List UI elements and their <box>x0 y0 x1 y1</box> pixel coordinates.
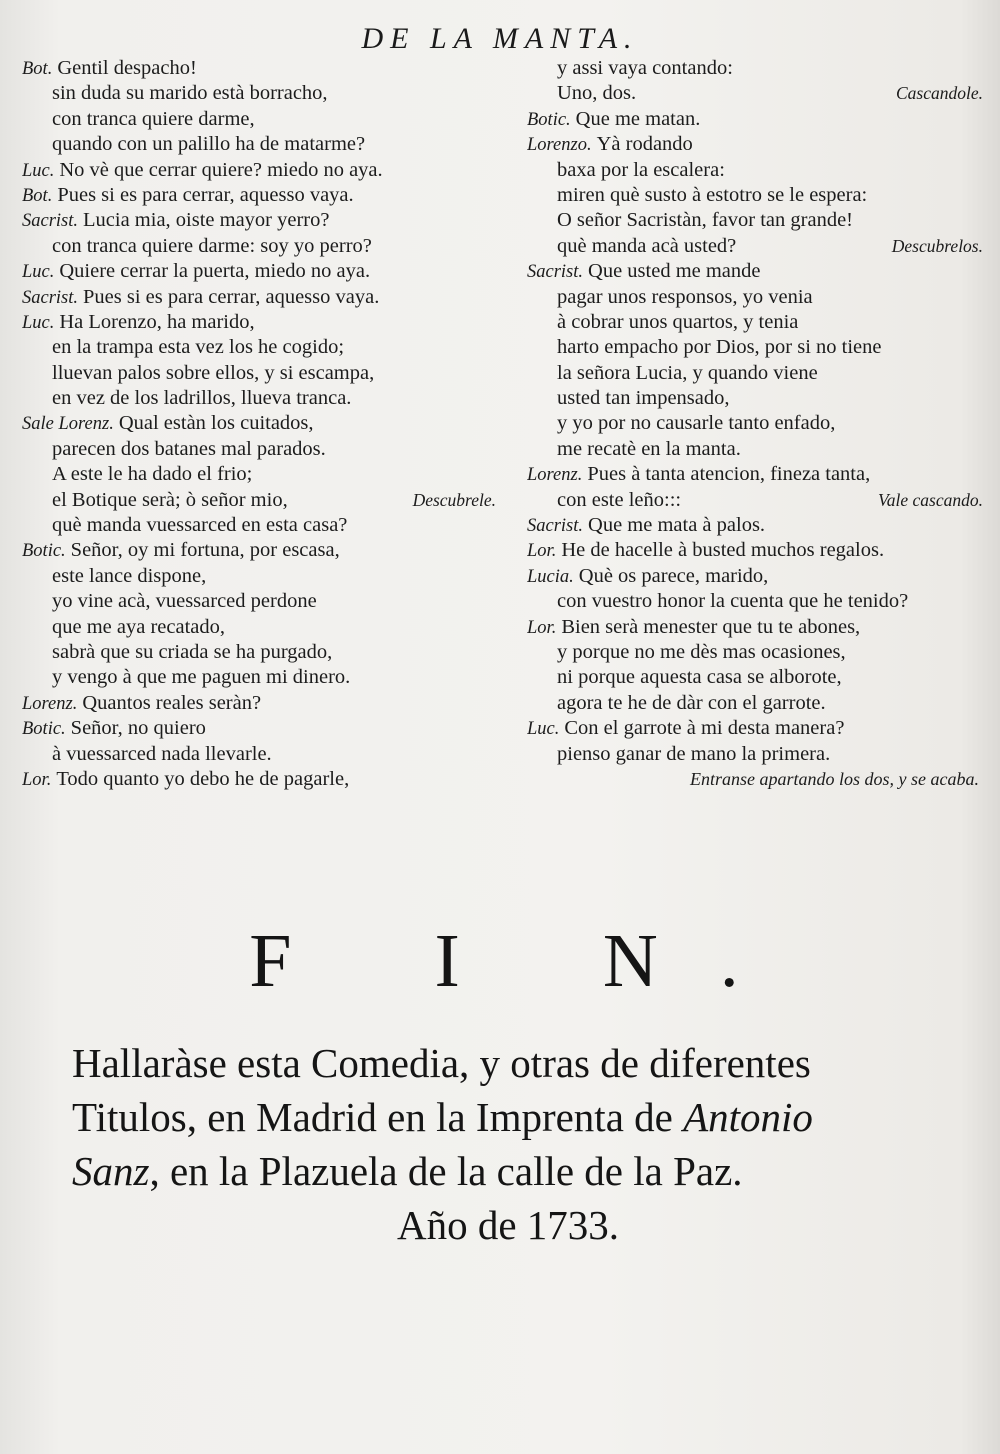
speaker-label: Luc. <box>527 719 560 740</box>
verse-text: me recatè en la manta. <box>557 437 741 460</box>
verse-text: Quantos reales seràn? <box>82 691 262 714</box>
verse-line <box>22 361 502 386</box>
verse-line <box>527 81 989 106</box>
imprint <box>52 1036 952 1252</box>
verse-line <box>527 538 989 563</box>
speaker-label: Lucia. <box>527 566 574 587</box>
verse-line <box>22 513 502 538</box>
verse-text: O señor Sacristàn, favor tan grande! <box>557 209 853 232</box>
verse-line <box>527 513 989 538</box>
verse-line <box>22 310 502 335</box>
speaker-label: Sacrist. <box>527 262 584 283</box>
imprint-printer-forename: Antonio <box>683 1094 813 1140</box>
verse-line <box>527 56 989 81</box>
left-column <box>22 56 502 792</box>
speaker-label: Botic. <box>22 719 66 740</box>
speaker-label: Sale Lorenz. <box>22 414 114 435</box>
verse-line <box>22 132 502 157</box>
verse-text: parecen dos batanes mal parados. <box>52 437 326 460</box>
verse-text: A este le ha dado el frio; <box>52 463 253 486</box>
verse-line <box>527 158 989 183</box>
verse-line <box>527 132 989 157</box>
speaker-label: Sacrist. <box>22 287 79 308</box>
imprint-line-1: Hallaràse esta Comedia, y otras de diferentes <box>72 1040 811 1086</box>
verse-text: lluevan palos sobre ellos, y si escampa, <box>52 361 375 384</box>
verse-text: Que me matan. <box>575 107 701 130</box>
verse-line <box>527 589 989 614</box>
verse-line <box>22 259 502 284</box>
verse-text: Uno, dos. <box>557 82 637 105</box>
imprint-line-2 <box>52 1090 952 1144</box>
speaker-label: Lorenz. <box>527 465 583 486</box>
verse-line <box>527 665 989 690</box>
speaker-label: Lorenzo. <box>527 135 592 156</box>
verse-text: pienso ganar de mano la primera. <box>557 742 831 765</box>
verse-line <box>22 411 502 436</box>
verse-line <box>527 285 989 310</box>
speaker-label: Lor. <box>527 617 557 638</box>
speaker-label: Botic. <box>22 541 66 562</box>
verse-line <box>22 107 502 132</box>
verse-line <box>22 488 502 513</box>
verse-text: este lance dispone, <box>52 564 207 587</box>
verse-text: en vez de los ladrillos, llueva tranca. <box>52 387 352 410</box>
verse-line <box>527 107 989 132</box>
verse-text: Qual estàn los cuitados, <box>118 412 314 435</box>
verse-text: què manda acà usted? <box>557 234 737 257</box>
verse-text: Con el garrote à mi desta manera? <box>564 717 845 740</box>
verse-text: pagar unos responsos, yo venia <box>557 285 813 308</box>
verse-text: con tranca quiere darme: soy yo perro? <box>52 234 372 257</box>
stage-direction: Cascandole. <box>895 83 983 104</box>
verse-line <box>22 437 502 462</box>
verse-line <box>527 437 989 462</box>
verse-text: Ha Lorenzo, ha marido, <box>59 310 255 333</box>
verse-text: à vuessarced nada llevarle. <box>52 742 272 765</box>
speaker-label: Lor. <box>527 541 557 562</box>
verse-text: con este leño::: <box>557 488 682 511</box>
verse-text: Yà rodando <box>596 133 693 156</box>
verse-line <box>527 361 989 386</box>
verse-line <box>22 81 502 106</box>
verse-line <box>22 462 502 487</box>
verse-text: No vè que cerrar quiere? miedo no aya. <box>59 158 383 181</box>
verse-text: Que me mata à palos. <box>588 514 766 537</box>
verse-text: Quiere cerrar la puerta, miedo no aya. <box>59 260 371 283</box>
verse-text: Todo quanto yo debo he de pagarle, <box>56 767 350 790</box>
right-column <box>527 56 989 792</box>
verse-text: baxa por la escalera: <box>557 158 725 181</box>
speaker-label: Bot. <box>22 185 53 206</box>
verse-text: Pues si es para cerrar, aquesso vaya. <box>83 285 380 308</box>
verse-line <box>527 564 989 589</box>
verse-line <box>22 564 502 589</box>
stage-direction: Vale cascando. <box>878 489 983 510</box>
verse-text: Pues à tanta atencion, fineza tanta, <box>587 463 871 486</box>
verse-line <box>22 640 502 665</box>
verse-line <box>22 742 502 767</box>
speaker-label: Sacrist. <box>527 516 584 537</box>
verse-line <box>527 691 989 716</box>
fin-heading: F I N. <box>249 919 801 1003</box>
verse-text: usted tan impensado, <box>557 387 730 410</box>
stage-direction-exit: Entranse apartando los dos, y se acaba. <box>690 768 979 789</box>
verse-line <box>527 234 989 259</box>
verse-line <box>527 462 989 487</box>
verse-line <box>527 411 989 436</box>
verse-line <box>22 158 502 183</box>
verse-line <box>527 716 989 741</box>
verse-text: Què os parece, marido, <box>578 564 769 587</box>
verse-text: miren què susto à estotro se le espera: <box>557 183 868 206</box>
speaker-label: Lorenz. <box>22 693 78 714</box>
verse-text: He de hacelle à busted muchos regalos. <box>561 539 885 562</box>
verse-text: Gentil despacho! <box>57 57 197 79</box>
verse-text: sabrà que su criada se ha purgado, <box>52 640 333 663</box>
speaker-label: Lor. <box>22 769 52 790</box>
imprint-line-3 <box>52 1144 952 1198</box>
verse-line <box>22 285 502 310</box>
verse-line <box>22 56 502 81</box>
verse-line <box>22 335 502 360</box>
verse-text: el Botique serà; ò señor mio, <box>52 488 288 511</box>
imprint-text: Titulos, en Madrid en la Imprenta de <box>72 1094 684 1140</box>
verse-line <box>22 538 502 563</box>
verse-line <box>22 208 502 233</box>
stage-direction: Descubrele. <box>412 489 496 510</box>
verse-text: Lucia mia, oiste mayor yerro? <box>83 209 330 232</box>
verse-line <box>22 183 502 208</box>
verse-line <box>527 208 989 233</box>
imprint-printer-surname: Sanz <box>72 1148 150 1194</box>
verse-line <box>527 259 989 284</box>
verse-text: la señora Lucia, y quando viene <box>557 361 818 384</box>
verse-text: con vuestro honor la cuenta que he tenido? <box>557 590 909 613</box>
stage-direction: Descubrelos. <box>891 235 983 256</box>
verse-line <box>527 488 989 513</box>
verse-line <box>22 691 502 716</box>
speaker-label: Botic. <box>527 109 571 130</box>
verse-line <box>527 183 989 208</box>
verse-text: què manda vuessarced en esta casa? <box>52 514 348 537</box>
verse-text: ni porque aquesta casa se alborote, <box>557 666 842 689</box>
verse-text: agora te he de dàr con el garrote. <box>557 691 826 714</box>
imprint-year: Año de 1733. <box>397 1202 620 1248</box>
imprint-text: , en la Plazuela de la calle de la Paz. <box>149 1148 743 1194</box>
speaker-label: Luc. <box>22 262 55 283</box>
verse-line <box>22 589 502 614</box>
speaker-label: Luc. <box>22 160 55 181</box>
verse-text: Que usted me mande <box>588 260 761 283</box>
verse-text: y yo por no causarle tanto enfado, <box>557 412 836 435</box>
verse-line <box>527 335 989 360</box>
verse-text: en la trampa esta vez los he cogido; <box>52 336 345 359</box>
verse-text: que me aya recatado, <box>52 615 226 638</box>
verse-line <box>527 310 989 335</box>
verse-text: Bien serà menester que tu te abones, <box>561 615 861 638</box>
verse-text: harto empacho por Dios, por si no tiene <box>557 336 882 359</box>
verse-text: quando con un palillo ha de matarme? <box>52 133 366 156</box>
verse-line <box>22 615 502 640</box>
verse-text: Señor, oy mi fortuna, por escasa, <box>70 539 340 562</box>
verse-line <box>527 640 989 665</box>
verse-line <box>527 615 989 640</box>
verse-line <box>527 386 989 411</box>
speaker-label: Sacrist. <box>22 211 79 232</box>
verse-text: yo vine acà, vuessarced perdone <box>52 590 317 613</box>
speaker-label: Bot. <box>22 59 53 79</box>
running-head: DE LA MANTA. <box>361 22 639 55</box>
verse-line <box>22 716 502 741</box>
verse-line <box>22 767 502 792</box>
verse-text: sin duda su marido està borracho, <box>52 82 328 105</box>
verse-text: con tranca quiere darme, <box>52 107 255 130</box>
speaker-label: Luc. <box>22 312 55 333</box>
verse-text: y assi vaya contando: <box>557 57 733 79</box>
verse-text: Pues si es para cerrar, aquesso vaya. <box>57 183 354 206</box>
verse-line <box>22 665 502 690</box>
verse-text: à cobrar unos quartos, y tenia <box>557 310 799 333</box>
verse-text: Señor, no quiero <box>70 717 206 740</box>
verse-line <box>527 742 989 767</box>
verse-text: y vengo à que me paguen mi dinero. <box>52 666 351 689</box>
verse-line <box>22 234 502 259</box>
verse-text: y porque no me dès mas ocasiones, <box>557 640 846 663</box>
verse-line <box>22 386 502 411</box>
